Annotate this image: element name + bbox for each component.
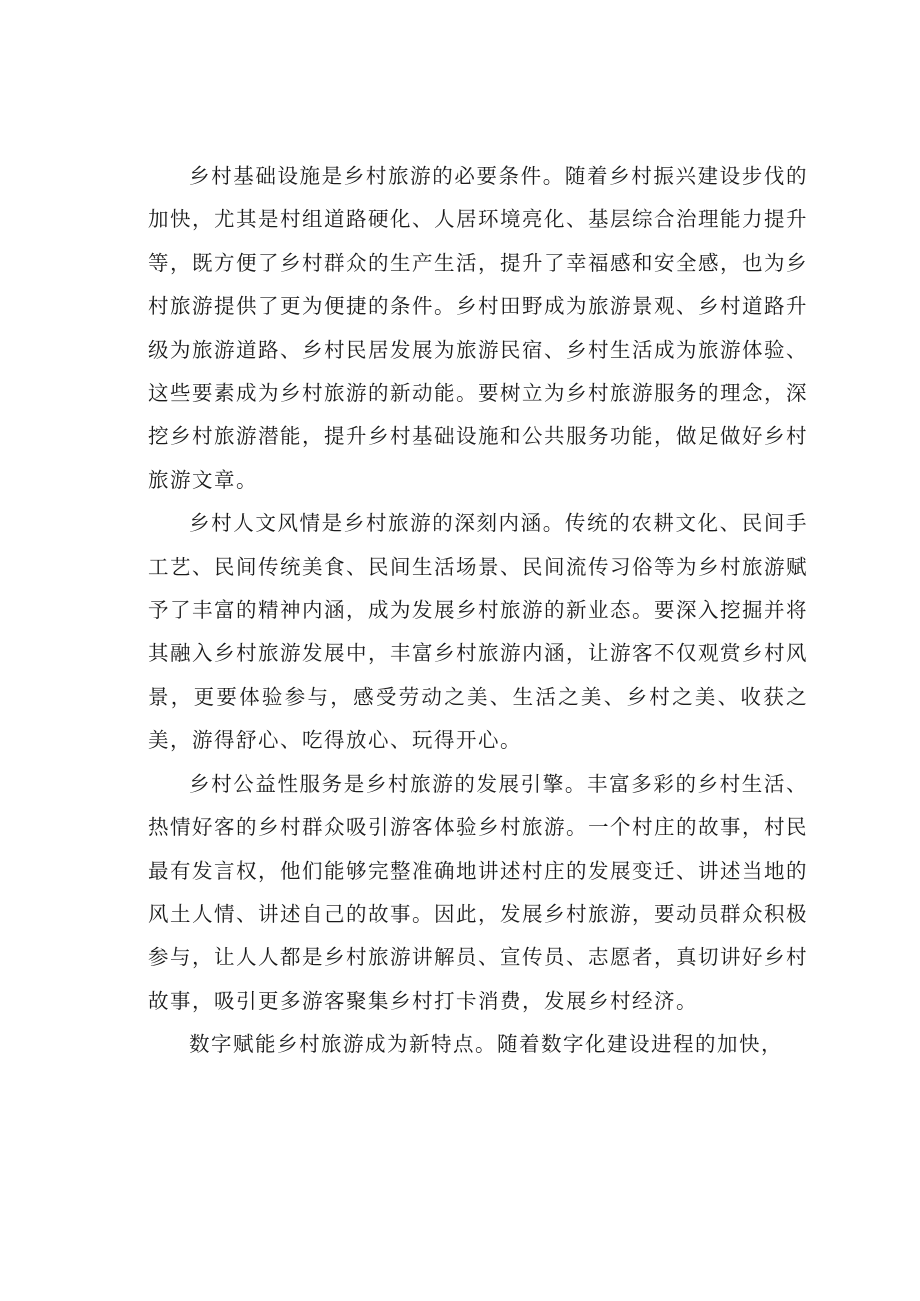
paragraph-digital: 数字赋能乡村旅游成为新特点。随着数字化建设进程的加快， bbox=[189, 1032, 783, 1057]
paragraph-culture: 乡村人文风情是乡村旅游的深刻内涵。传统的农耕文化、民间手工艺、民间传统美食、民间生活场景、民间流传习俗等为乡村旅游赋予了丰富的精神内涵，成为发展乡村旅游的新业态。要深入挖掘并将其融入乡村旅游发展中，丰富乡村旅游内涵，让游客不仅观赏乡村风景，更要体验参与，感受劳动之美、生活之美、乡村之美、收获之美，游得舒心、吃得放心、玩得开心。 bbox=[148, 511, 808, 753]
paragraph-public-service: 乡村公益性服务是乡村旅游的发展引擎。丰富多彩的乡村生活、热情好客的乡村群众吸引游客体验乡村旅游。一个村庄的故事，村民最有发言权，他们能够完整准确地讲述村庄的发展变迁、讲述当地的风土人情、讲述自己的故事。因此，发展乡村旅游，要动员群众积极参与，让人人都是乡村旅游讲解员、宣传员、志愿者，真切讲好乡村故事，吸引更多游客聚集乡村打卡消费，发展乡村经济。 bbox=[148, 771, 808, 1013]
document-body bbox=[148, 155, 808, 1067]
paragraph-infrastructure: 乡村基础设施是乡村旅游的必要条件。随着乡村振兴建设步伐的加快，尤其是村组道路硬化、人居环境亮化、基层综合治理能力提升等，既方便了乡村群众的生产生活，提升了幸福感和安全感，也为乡村旅游提供了更为便捷的条件。乡村田野成为旅游景观、乡村道路升级为旅游道路、乡村民居发展为旅游民宿、乡村生活成为旅游体验、这些要素成为乡村旅游的新动能。要树立为乡村旅游服务的理念，深挖乡村旅游潜能，提升乡村基础设施和公共服务功能，做足做好乡村旅游文章。 bbox=[148, 164, 808, 492]
